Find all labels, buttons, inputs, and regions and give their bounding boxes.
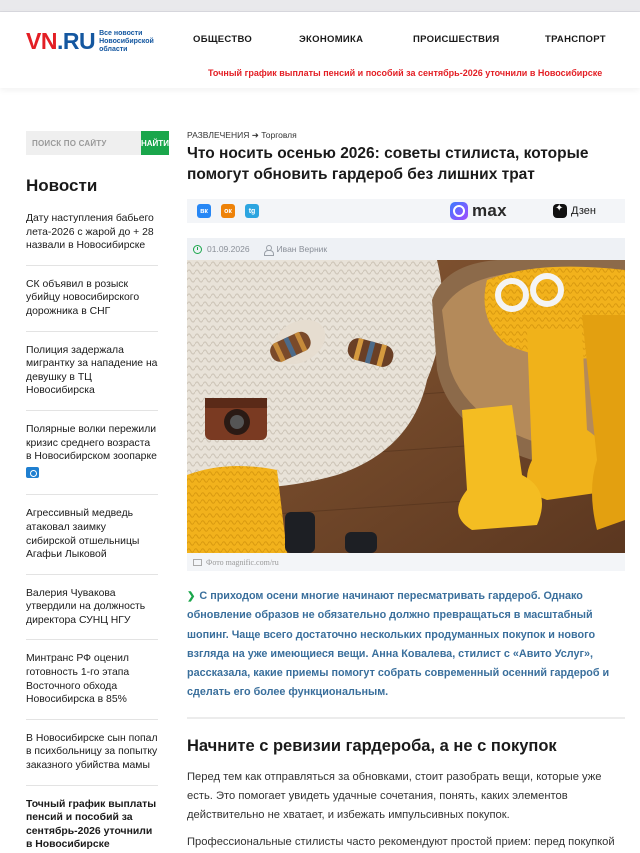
news-item[interactable]: Минтранс РФ оценил готовность 1-го этапа Восточного обхода Новосибирска в 85%	[26, 652, 158, 719]
article-title: Что носить осенью 2026: советы стилиста, которые помогут обновить гардероб без лишних трат	[187, 145, 589, 183]
news-item[interactable]: Валерия Чувакова утвердили на должность директора СУНЦ НГУ	[26, 587, 158, 641]
camera-icon	[26, 467, 39, 478]
article-photo	[187, 260, 625, 553]
sidebar-news-heading: Новости	[26, 176, 98, 195]
article-paragraph: Профессиональные стилисты часто рекомендуют простой прием: перед покупкой	[187, 836, 615, 848]
search-input[interactable]	[26, 131, 141, 155]
search-button[interactable]: НАЙТИ	[141, 131, 169, 155]
article-paragraph: Перед тем как отправляться за обновками, стоит разобрать вещи, которые уже есть. Это помогает увидеть удачные сочетания, понять, каких элементов действительно не хватает, и избежать импульсивных покупок.	[187, 771, 602, 821]
news-item[interactable]: Точный график выплаты пенсий и пособий за сентябрь-2026 уточнили в Новосибирске	[26, 798, 157, 851]
logo-tagline: Все новости Новосибирской области	[99, 30, 154, 53]
dzen-logo-icon	[553, 204, 567, 218]
vk-share-icon[interactable]: вк	[197, 204, 211, 218]
article-author[interactable]: Иван Верник	[276, 244, 328, 254]
news-item[interactable]: В Новосибирске сын попал в психбольницу за попытку заказного убийства мамы	[26, 732, 158, 786]
ok-share-icon[interactable]: ок	[221, 204, 235, 218]
photo-caption: Фото magnific.com/ru	[187, 553, 625, 571]
sidebar-news-list	[26, 212, 158, 853]
breaking-news-ticker[interactable]: Точный график выплаты пенсий и пособий за сентябрь-2026 уточнили в Новосибирске	[208, 68, 603, 78]
breadcrumb	[187, 130, 297, 141]
section-heading: Начните с ревизии гардероба, а не с покупок	[187, 737, 557, 755]
logo-wordmark: VN.RU	[26, 28, 96, 54]
news-item[interactable]: Полярные волки пережили кризис среднего возраста в Новосибирском зоопарке	[26, 423, 158, 495]
news-item[interactable]: Дату наступления бабьего лета-2026 с жарой до + 28 назвали в Новосибирске	[26, 212, 158, 266]
clock-icon	[193, 245, 202, 254]
breadcrumb-sub[interactable]: Торговля	[261, 130, 297, 140]
article-meta	[187, 238, 625, 260]
main-nav	[0, 34, 640, 48]
share-bar	[187, 199, 625, 223]
max-messenger-button[interactable]: max	[450, 201, 507, 221]
news-item[interactable]: Агрессивный медведь атаковал заимку сибирской отшельницы Агафьи Лыковой	[26, 507, 158, 574]
breadcrumb-section[interactable]: РАЗВЛЕЧЕНИЯ	[187, 130, 250, 140]
browser-top-strip	[0, 0, 640, 12]
nav-economy[interactable]: ЭКОНОМИКА	[299, 34, 364, 45]
breadcrumb-arrow-icon: ➜	[251, 130, 259, 140]
author-icon	[264, 245, 272, 254]
nav-society[interactable]: ОБЩЕСТВО	[193, 34, 253, 45]
search-form	[26, 131, 169, 155]
photo-icon	[193, 559, 202, 566]
news-item[interactable]: Полиция задержала мигрантку за нападение на девушку в ТЦ Новосибирска	[26, 344, 158, 411]
dzen-button[interactable]: ✦ Дзен	[553, 204, 596, 218]
telegram-share-icon[interactable]: tg	[245, 204, 259, 218]
site-header	[0, 12, 640, 88]
section-divider	[187, 717, 625, 719]
nav-incidents[interactable]: ПРОИСШЕСТВИЯ	[413, 34, 500, 45]
lead-arrow-icon: ❯	[187, 591, 196, 602]
article-date: 01.09.2026	[207, 244, 250, 254]
news-item[interactable]: СК объявил в розыск убийцу новосибирского дорожника в СНГ	[26, 278, 158, 332]
max-logo-icon	[450, 202, 468, 220]
nav-transport[interactable]: ТРАНСПОРТ	[545, 34, 606, 45]
article-lead: ❯ С приходом осени многие начинают пересматривать гардероб. Однако обновление образов не обязательно должно превращаться в масштабный шопинг. Чаще всего достаточно нескольких продуманных покупок и нового взгляда на уже имеющиеся вещи. Анна Ковалева, стилист с «Авито Услуг», рассказала, какие приемы помогут собрать современный осенний гардероб и сделать его более функциональным.	[187, 590, 610, 699]
